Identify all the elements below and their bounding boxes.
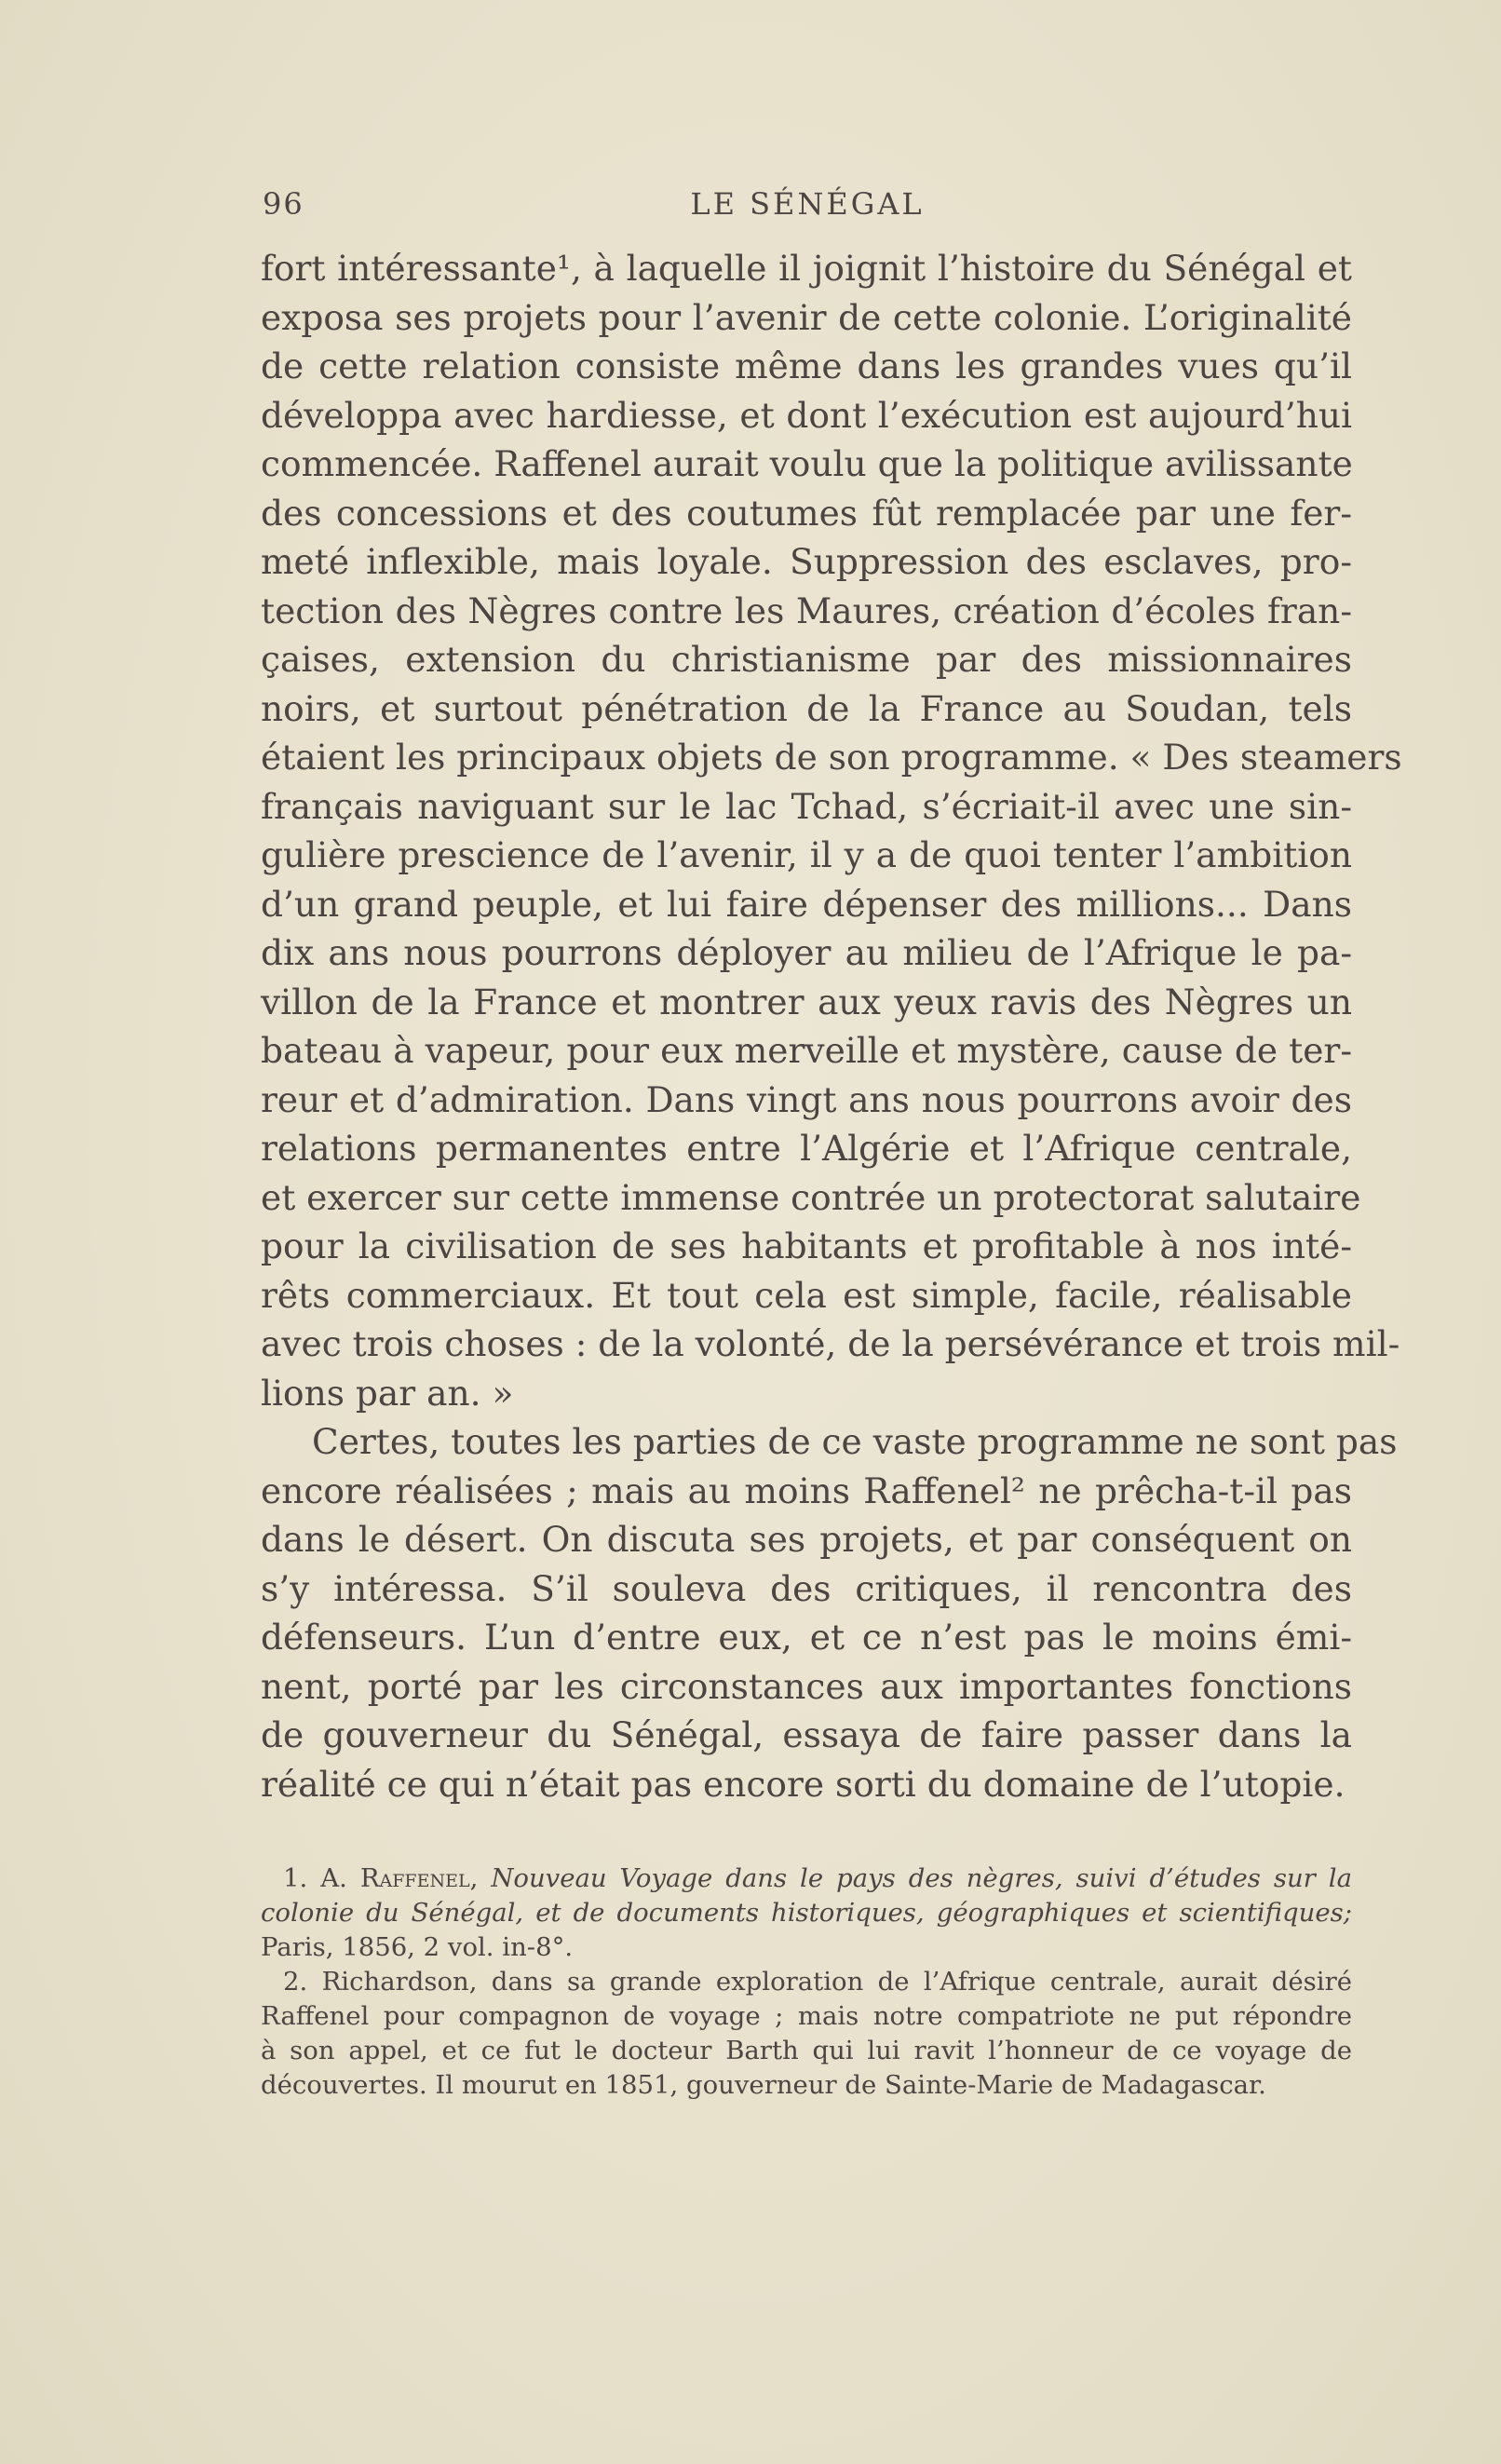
text-line: avec trois choses : de la volonté, de la persévérance et trois mil- [261,1323,1400,1364]
footnotes [261,1862,1352,2103]
footnote-2-line: découvertes. Il mourut en 1851, gouverneur de Sainte-Marie de Madagascar. [261,2070,1266,2100]
text-line: de cette relation consiste même dans les grandes vues qu’il [261,345,1352,386]
text-line: d’un grand peuple, et lui faire dépenser des millions... Dans [261,883,1352,925]
text-line: çaises, extension du christianisme par des missionnaires [261,639,1352,680]
text-line: lions par an. » [261,1372,514,1414]
text-line: exposa ses projets pour l’avenir de cette colonie. L’originalité [261,296,1352,338]
text-line: villon de la France et montrer aux yeux ravis des Nègres un [261,981,1352,1022]
footnote-marker: 1. A. [283,1863,347,1893]
footnote-2-line: 2. Richardson, dans sa grande exploration de l’Afrique centrale, aurait désiré [283,1967,1352,1997]
text-line: fort intéressante¹, à laquelle il joignit l’histoire du Sénégal et [261,248,1352,289]
body-text [261,244,1402,1808]
footnote-2-line: à son appel, et ce fut le docteur Barth qui lui ravit l’honneur de ce voyage de [261,2036,1352,2065]
text-line: reur et d’admiration. Dans vingt ans nous pourrons avoir des [261,1078,1352,1120]
text-line: des concessions et des coutumes fût remplacée par une fer- [261,492,1352,534]
text-line: encore réalisées ; mais au moins Raffenel² ne prêcha-t-il pas [261,1469,1352,1511]
text-line: et exercer sur cette immense contrée un protectorat salutaire [261,1176,1361,1218]
text-line: gulière prescience de l’avenir, il y a de quoi tenter l’ambition [261,834,1352,875]
page-header [263,186,1352,229]
footnote-2-line: Raffenel pour compagnon de voyage ; mais notre compatriote ne put répondre [261,2001,1352,2031]
text-line: commencée. Raffenel aurait voulu que la politique avilissante [261,443,1353,484]
text-line: relations permanentes entre l’Algérie et l’Afrique centrale, [261,1128,1352,1169]
page-number: 96 [263,186,304,222]
footnote-1-line: colonie du Sénégal, et de documents historiques, géographiques et scientifiques; [261,1898,1352,1928]
text-line: étaient les principaux objets de son programme. « Des steamers [261,737,1402,778]
text-line: de gouverneur du Sénégal, essaya de faire passer dans la [261,1714,1352,1755]
text-line: noirs, et surtout pénétration de la France au Soudan, tels [261,687,1352,729]
text-line: Certes, toutes les parties de ce vaste programme ne sont pas [312,1421,1398,1462]
text-line: développa avec hardiesse, et dont l’exécution est aujourd’hui [261,394,1352,436]
text-line: nent, porté par les circonstances aux importantes fonctions [261,1665,1352,1707]
footnote-title: Nouveau Voyage dans le pays des nègres, suivi d’études sur la [491,1863,1352,1893]
running-title: LE SÉNÉGAL [690,186,925,222]
text-line: dix ans nous pourrons déployer au milieu de l’Afrique le pa- [261,932,1352,973]
text-line: meté inflexible, mais loyale. Suppression des esclaves, pro- [261,541,1352,582]
text-line: dans le désert. On discuta ses projets, et par conséquent on [261,1519,1352,1560]
text-line: rêts commerciaux. Et tout cela est simple, facile, réalisable [261,1274,1352,1316]
text-line: pour la civilisation de ses habitants et profitable à nos inté- [261,1225,1352,1266]
text-line: bateau à vapeur, pour eux merveille et mystère, cause de ter- [261,1030,1352,1071]
footnote-1-line [261,1862,1352,1896]
text-line: s’y intéressa. S’il souleva des critiques, il rencontra des [261,1567,1352,1609]
footnote-1-line: Paris, 1856, 2 vol. in-8°. [261,1932,574,1962]
footnote-author: Raffenel, [359,1863,479,1893]
text-line: réalité ce qui n’était pas encore sorti du domaine de l’utopie. [261,1763,1345,1805]
text-line: tection des Nègres contre les Maures, création d’écoles fran- [261,589,1352,631]
text-line: défenseurs. L’un d’entre eux, et ce n’est pas le moins émi- [261,1617,1352,1658]
text-line: français naviguant sur le lac Tchad, s’écriait-il avec une sin- [261,785,1352,827]
